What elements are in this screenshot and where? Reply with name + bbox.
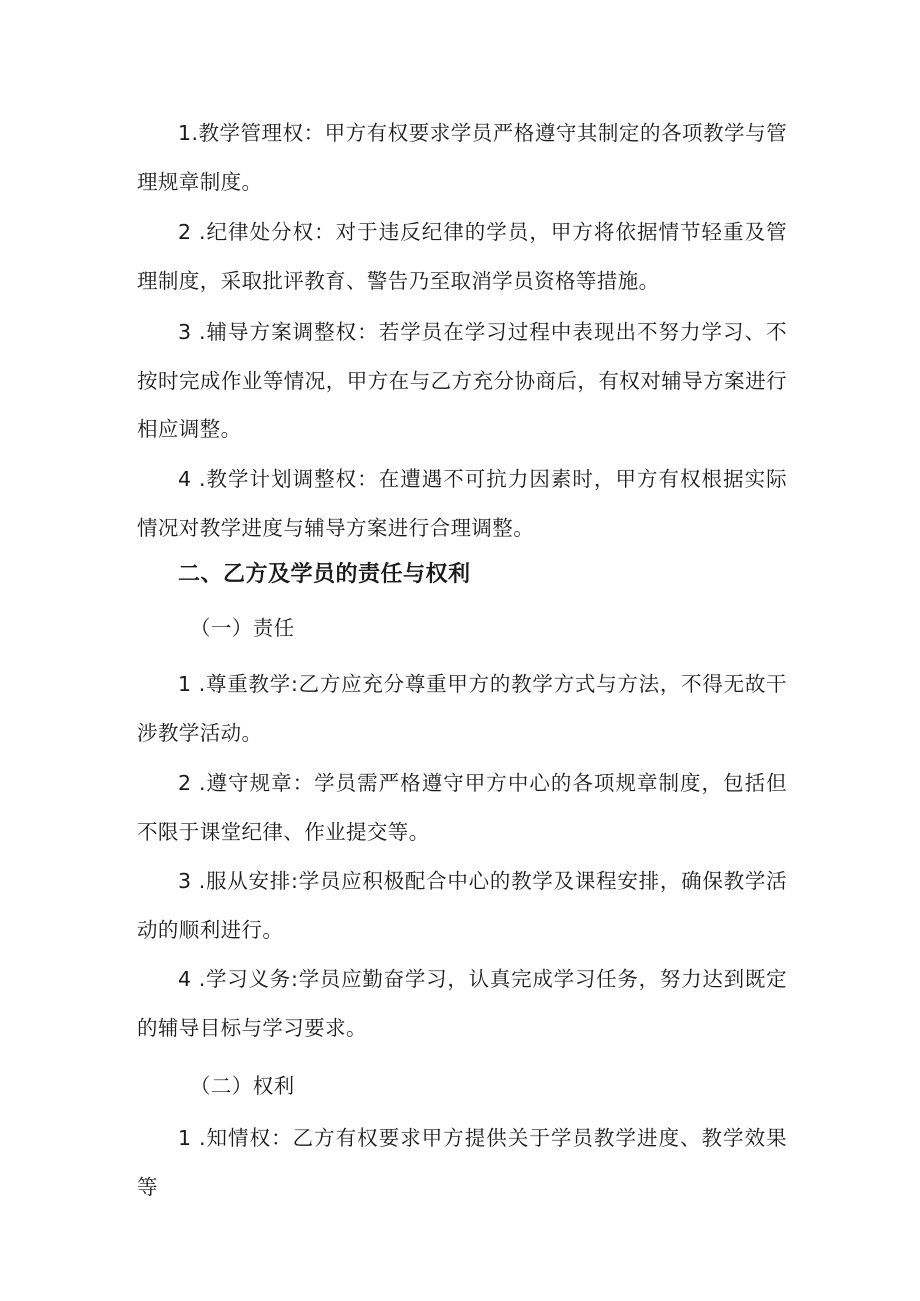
paragraph-right-to-know: 1 .知情权：乙方有权要求甲方提供关于学员教学进度、教学效果等: [137, 1126, 787, 1199]
paragraph-tutoring-adjustment: 3 .辅导方案调整权：若学员在学习过程中表现出不努力学习、不按时完成作业等情况，甲方在与乙方充分协商后，有权对辅导方案进行相应调整。: [137, 320, 787, 441]
paragraph-respect-teaching: 1 .尊重教学:乙方应充分尊重甲方的教学方式与方法，不得无故干涉教学活动。: [137, 672, 787, 745]
paragraph-plan-adjustment: 4 .教学计划调整权：在遭遇不可抗力因素时，甲方有权根据实际情况对教学进度与辅导方案进行合理调整。: [137, 467, 787, 540]
paragraph-discipline: 2 .纪律处分权：对于违反纪律的学员，甲方将依据情节轻重及管理制度，采取批评教育、警告乃至取消学员资格等措施。: [137, 220, 787, 293]
section-heading: 二、乙方及学员的责任与权利: [178, 562, 471, 587]
paragraph-study-obligation: 4 .学习义务:学员应勤奋学习，认真完成学习任务，努力达到既定的辅导目标与学习要求。: [137, 967, 787, 1040]
subsection-responsibilities: （一）责任: [190, 616, 295, 640]
subsection-rights: （二）权利: [190, 1074, 295, 1098]
paragraph-obey-arrangement: 3 .服从安排:学员应积极配合中心的教学及课程安排，确保教学活动的顺利进行。: [137, 869, 787, 942]
paragraph-teaching-management: 1.教学管理权：甲方有权要求学员严格遵守其制定的各项教学与管理规章制度。: [137, 121, 787, 194]
paragraph-follow-rules: 2 .遵守规章：学员需严格遵守甲方中心的各项规章制度，包括但不限于课堂纪律、作业提交等。: [137, 771, 787, 844]
